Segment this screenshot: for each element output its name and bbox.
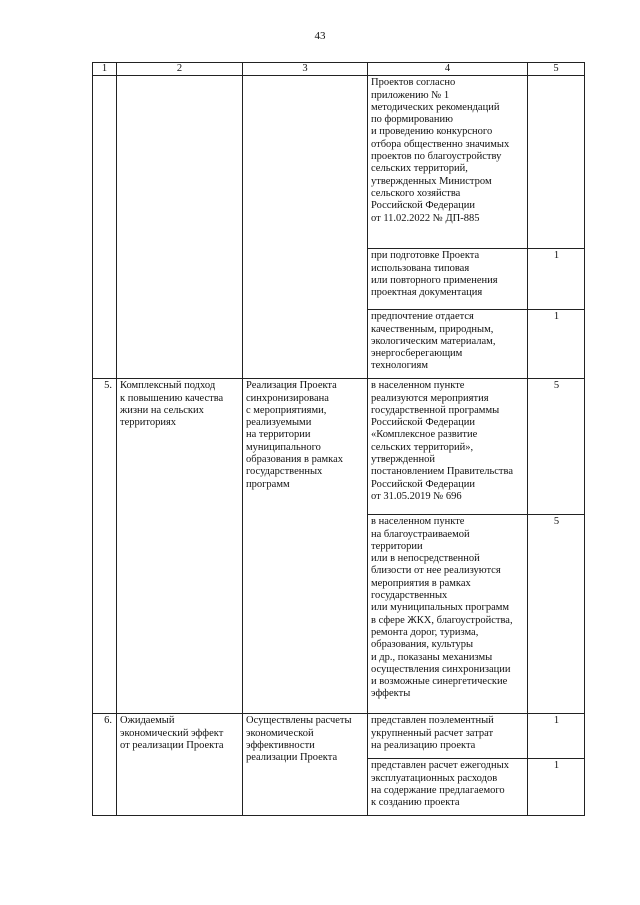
cont-name-cell: [117, 76, 243, 379]
header-cell-3: 3: [243, 63, 368, 76]
criterion-text: Проектов согласно приложению № 1 методических рекомендаций по формированию и проведению конкурсного отбора общественно значимых проектов по благоустройству сельских территорий, утвержденных Министром сельского хозяйства Российской Федерации от 11.02.2022 № ДП-885: [368, 76, 528, 249]
criterion-score: 1: [528, 310, 585, 379]
criterion-name: Комплексный подход к повышению качества жизни на сельских территориях: [117, 379, 243, 714]
header-cell-2: 2: [117, 63, 243, 76]
criterion-score: 1: [528, 714, 585, 759]
header-cell-5: 5: [528, 63, 585, 76]
criterion-score: 1: [528, 249, 585, 310]
criterion-score: 1: [528, 759, 585, 816]
table-row: [93, 714, 585, 759]
criterion-score: 5: [528, 379, 585, 515]
indicator-text: Реализация Проекта синхронизирована с мероприятиями, реализуемыми на территории муниципального образования в рамках государственных программ: [243, 379, 368, 714]
criterion-text: в населенном пункте реализуются мероприятия государственной программы Российской Федерации «Комплексное развитие сельских территорий», утвержденной постановлением Правительства Российской Федерации от 31.05.2019 № 696: [368, 379, 528, 515]
header-cell-4: 4: [368, 63, 528, 76]
indicator-text: Осуществлены расчеты экономической эффективности реализации Проекта: [243, 714, 368, 816]
table-row: [93, 379, 585, 515]
header-cell-1: 1: [93, 63, 117, 76]
page-number: 43: [314, 30, 326, 42]
criterion-score: 5: [528, 515, 585, 714]
row-number: 5.: [93, 379, 117, 714]
criterion-score: [528, 76, 585, 249]
criteria-table: [92, 62, 585, 816]
row-number: 6.: [93, 714, 117, 816]
criterion-text: предпочтение отдается качественным, природным, экологическим материалам, энергосберегающим технологиям: [368, 310, 528, 379]
criterion-text: представлен поэлементный укрупненный расчет затрат на реализацию проекта: [368, 714, 528, 759]
criterion-text: представлен расчет ежегодных эксплуатационных расходов на содержание предлагаемого к созданию проекта: [368, 759, 528, 816]
cont-num-cell: [93, 76, 117, 379]
criterion-text: в населенном пункте на благоустраиваемой территории или в непосредственной близости от нее реализуются мероприятия в рамках государственных или муниципальных программ в сфере ЖКХ, благоустройства, ремонта дорог, туризма, образования, культуры и др., показаны механизмы осуществления синхронизации и возможные синергетические эффекты: [368, 515, 528, 714]
criterion-text: при подготовке Проекта использована типовая или повторного применения проектная документация: [368, 249, 528, 310]
criterion-name: Ожидаемый экономический эффект от реализации Проекта: [117, 714, 243, 816]
header-row: [93, 63, 585, 76]
table-row: [93, 76, 585, 249]
cont-indicator-cell: [243, 76, 368, 379]
